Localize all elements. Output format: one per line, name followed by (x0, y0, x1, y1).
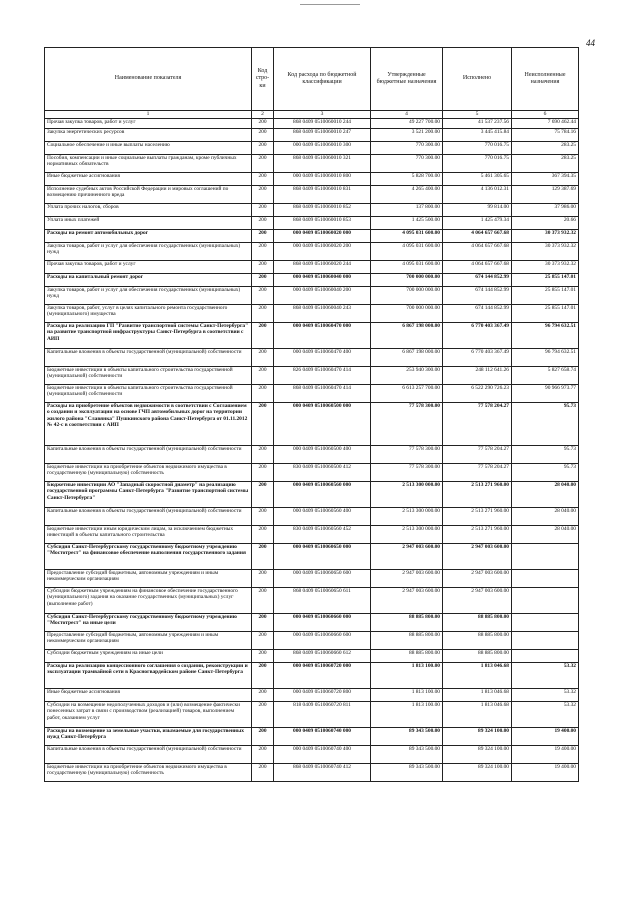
row-executed: 99 814.00 (443, 204, 512, 217)
row-unexecuted: 28 040.00 (512, 508, 579, 526)
row-line-code: 200 (252, 142, 274, 155)
row-executed: 6 770 403 367.49 (443, 323, 512, 349)
table-row (45, 446, 579, 464)
row-approved: 2 513 300 000.00 (371, 526, 443, 544)
table-row (45, 385, 579, 403)
row-line-code: 200 (252, 526, 274, 544)
row-line-code: 200 (252, 728, 274, 746)
row-executed: 674 144 852.99 (443, 274, 512, 287)
row-approved: 2 947 003 600.00 (371, 544, 443, 570)
row-approved: 700 000 000.00 (371, 274, 443, 287)
row-unexecuted: 28 040.00 (512, 526, 579, 544)
row-line-code: 200 (252, 274, 274, 287)
row-executed: 5 461 305.65 (443, 173, 512, 186)
table-row (45, 632, 579, 650)
row-approved: 88 885 800.00 (371, 632, 443, 650)
table-row (45, 508, 579, 526)
table-row (45, 663, 579, 689)
row-approved: 5 828 700.00 (371, 173, 443, 186)
row-name: Субсидии бюджетным учреждениям на иные цели (45, 650, 252, 663)
column-index: 5 (443, 111, 512, 119)
row-line-code: 200 (252, 119, 274, 129)
row-executed: 770 016.75 (443, 155, 512, 173)
row-line-code: 200 (252, 230, 274, 243)
row-unexecuted: 37 986.00 (512, 204, 579, 217)
row-executed: 41 537 237.56 (443, 119, 512, 129)
table-row (45, 155, 579, 173)
row-unexecuted: 25 855 147.01 (512, 287, 579, 305)
row-expense-code: 000 0409 0510060660 600 (274, 632, 371, 650)
row-unexecuted (512, 632, 579, 650)
row-expense-code: 868 0409 0510060020 244 (274, 261, 371, 274)
row-approved: 2 947 003 600.00 (371, 588, 443, 614)
header-approved: Утвержденные бюджетные назначения (371, 48, 443, 111)
row-unexecuted: 19 400.00 (512, 746, 579, 764)
table-row (45, 588, 579, 614)
row-name: Капитальные вложения в объекты государственной (муниципальной) собственности (45, 746, 252, 764)
row-approved: 1 813 100.00 (371, 702, 443, 728)
row-expense-code: 818 0409 0510060720 811 (274, 702, 371, 728)
row-line-code: 200 (252, 217, 274, 230)
row-approved: 89 343 500.00 (371, 746, 443, 764)
row-executed: 89 324 100.00 (443, 746, 512, 764)
row-expense-code: 868 0409 0510060740 412 (274, 764, 371, 782)
row-approved: 89 343 500.00 (371, 728, 443, 746)
table-row (45, 702, 579, 728)
row-name: Расходы на реализацию концессионного соглашения о создании, реконструкции и эксплуатации трамвайной сети в Красногвардейском районе Санкт-Петербурга (45, 663, 252, 689)
row-expense-code: 000 0409 0510060010 800 (274, 173, 371, 186)
row-unexecuted: 30 373 932.32 (512, 261, 579, 274)
row-approved: 6 613 257 700.00 (371, 385, 443, 403)
row-executed: 674 144 852.99 (443, 305, 512, 323)
table-row (45, 129, 579, 142)
row-expense-code: 000 0409 0510060740 000 (274, 728, 371, 746)
row-name: Субсидии на возмещение недополученных доходов и (или) возмещение фактически понесенных затрат в связи с производством (реализацией) товаров, выполнением работ, оказанием услуг (45, 702, 252, 728)
row-unexecuted: 129 387.69 (512, 186, 579, 204)
row-executed: 2 513 271 960.00 (443, 482, 512, 508)
row-executed: 88 885 800.00 (443, 614, 512, 632)
header-unexecuted: Неисполненные назначения (512, 48, 579, 111)
row-line-code: 200 (252, 663, 274, 689)
row-executed: 2 513 271 960.00 (443, 526, 512, 544)
row-expense-code: 000 0409 0510060660 000 (274, 614, 371, 632)
header-executed: Исполнено (443, 48, 512, 111)
row-approved: 77 578 300.00 (371, 464, 443, 482)
row-expense-code: 868 0409 0510060010 321 (274, 155, 371, 173)
row-approved: 253 940 300.00 (371, 367, 443, 385)
table-row (45, 305, 579, 323)
row-approved: 4 265 400.00 (371, 186, 443, 204)
row-expense-code: 000 0409 0510060720 800 (274, 689, 371, 702)
row-expense-code: 000 0409 0510060470 400 (274, 349, 371, 367)
row-name: Исполнение судебных актов Российской Федерации и мировых соглашений по возмещению причиненного вреда (45, 186, 252, 204)
scan-top-mark (300, 0, 360, 5)
row-expense-code: 830 0409 0510060500 412 (274, 464, 371, 482)
row-approved: 88 885 800.00 (371, 614, 443, 632)
row-line-code: 200 (252, 243, 274, 261)
table-row (45, 746, 579, 764)
row-line-code: 200 (252, 323, 274, 349)
table-row (45, 689, 579, 702)
row-name: Расходы на капитальный ремонт дорог (45, 274, 252, 287)
row-approved: 4 095 031 600.00 (371, 261, 443, 274)
row-name: Социальное обеспечение и иные выплаты населению (45, 142, 252, 155)
row-approved: 4 095 031 600.00 (371, 243, 443, 261)
row-expense-code: 868 0409 0510060660 612 (274, 650, 371, 663)
table-row (45, 570, 579, 588)
row-approved: 700 000 000.00 (371, 287, 443, 305)
row-line-code: 200 (252, 464, 274, 482)
row-line-code: 200 (252, 588, 274, 614)
table-row (45, 650, 579, 663)
row-line-code: 200 (252, 446, 274, 464)
row-line-code: 200 (252, 173, 274, 186)
row-name: Расходы на реализацию ГП "Развитие транспортной системы Санкт-Петербурга" на развитие транспортной инфраструктуры Санкт-Петербурга в соответствии с АИП (45, 323, 252, 349)
row-expense-code: 000 0409 0510060470 000 (274, 323, 371, 349)
table-row (45, 287, 579, 305)
row-executed: 770 016.75 (443, 142, 512, 155)
row-approved: 6 867 198 000.00 (371, 349, 443, 367)
row-unexecuted: 53.32 (512, 702, 579, 728)
row-expense-code: 000 0409 0510060020 200 (274, 243, 371, 261)
row-approved: 2 513 300 000.00 (371, 508, 443, 526)
table-row (45, 119, 579, 129)
table-row (45, 142, 579, 155)
row-line-code: 200 (252, 764, 274, 782)
row-line-code: 200 (252, 508, 274, 526)
row-approved: 2 947 003 600.00 (371, 570, 443, 588)
row-unexecuted: 53.32 (512, 689, 579, 702)
row-unexecuted: 20.66 (512, 217, 579, 230)
row-unexecuted (512, 614, 579, 632)
row-name: Прочая закупка товаров, работ и услуг (45, 119, 252, 129)
column-index: 1 (45, 111, 252, 119)
row-approved: 700 000 000.00 (371, 305, 443, 323)
row-executed: 674 144 852.99 (443, 287, 512, 305)
row-line-code: 200 (252, 367, 274, 385)
row-executed: 88 885 800.00 (443, 650, 512, 663)
row-line-code: 200 (252, 702, 274, 728)
row-expense-code: 000 0409 0510060560 000 (274, 482, 371, 508)
row-expense-code: 000 0409 0510060650 000 (274, 544, 371, 570)
row-name: Расходы на приобретение объектов недвижимости в соответствии с Соглашением о создании и эксплуатации на основе ГЧП автомобильных дорог на территории жилого района "Славянка" Пушкинского района Санкт-Петербурга от 01.11.2012 № 42-с в соответствии с АИП (45, 403, 252, 446)
table-row (45, 349, 579, 367)
row-unexecuted: 95.73 (512, 403, 579, 446)
row-name: Бюджетные инвестиции АО "Западный скоростной диаметр" на реализацию государственной программы Санкт-Петербурга "Развитие транспортной системы Санкт-Петербурга" (45, 482, 252, 508)
row-name: Субсидии бюджетным учреждениям на финансовое обеспечение государственного (муниципального) задания на оказание государственных (муниципальных) услуг (выполнение работ) (45, 588, 252, 614)
row-name: Закупка товаров, работ и услуг для обеспечения государственных (муниципальных) нужд (45, 243, 252, 261)
row-line-code: 200 (252, 349, 274, 367)
row-line-code: 200 (252, 129, 274, 142)
row-name: Бюджетные инвестиции на приобретение объектов недвижимого имущества в государственную (муниципальную) собственность (45, 764, 252, 782)
header-line-code: Код стро-ки (252, 48, 274, 111)
budget-execution-table (44, 47, 579, 782)
row-unexecuted: 25 855 147.01 (512, 305, 579, 323)
row-line-code: 200 (252, 186, 274, 204)
row-executed: 2 947 003 600.00 (443, 544, 512, 570)
row-unexecuted (512, 570, 579, 588)
table-body (45, 119, 579, 782)
row-approved: 770 300.00 (371, 142, 443, 155)
row-executed: 4 064 657 667.68 (443, 261, 512, 274)
column-index: 2 (252, 111, 274, 119)
table-row (45, 728, 579, 746)
table-row (45, 243, 579, 261)
row-line-code: 200 (252, 305, 274, 323)
row-executed: 88 885 800.00 (443, 632, 512, 650)
row-executed: 2 513 271 960.00 (443, 508, 512, 526)
row-unexecuted: 95.73 (512, 446, 579, 464)
row-executed: 2 947 003 600.00 (443, 570, 512, 588)
row-unexecuted: 5 827 658.74 (512, 367, 579, 385)
row-expense-code: 868 0409 0510060470 414 (274, 385, 371, 403)
row-name: Предоставление субсидий бюджетным, автономным учреждениям и иным некоммерческим организациям (45, 632, 252, 650)
row-line-code: 200 (252, 746, 274, 764)
row-unexecuted: 96 794 632.51 (512, 323, 579, 349)
row-expense-code: 000 0409 0510060720 000 (274, 663, 371, 689)
row-expense-code: 000 0409 0510060560 400 (274, 508, 371, 526)
table-row (45, 764, 579, 782)
row-name: Капитальные вложения в объекты государственной (муниципальной) собственности (45, 508, 252, 526)
table-row (45, 186, 579, 204)
row-executed: 89 324 100.00 (443, 728, 512, 746)
row-approved: 77 578 300.00 (371, 446, 443, 464)
table-row (45, 323, 579, 349)
row-executed: 4 064 657 667.68 (443, 243, 512, 261)
row-unexecuted: 30 373 932.32 (512, 243, 579, 261)
table-row (45, 526, 579, 544)
row-approved: 3 521 200.00 (371, 129, 443, 142)
row-executed: 4 136 012.31 (443, 186, 512, 204)
row-executed: 1 813 046.68 (443, 702, 512, 728)
row-expense-code: 000 0409 0510060040 200 (274, 287, 371, 305)
page-number: 44 (586, 38, 595, 48)
row-unexecuted: 96 794 632.51 (512, 349, 579, 367)
row-name: Бюджетные инвестиции на приобретение объектов недвижимого имущества в государственную (муниципальную) собственность (45, 464, 252, 482)
row-executed: 3 445 415.84 (443, 129, 512, 142)
row-name: Закупка товаров, работ, услуг в целях капитального ремонта государственного (муниципального) имущества (45, 305, 252, 323)
row-line-code: 200 (252, 689, 274, 702)
row-unexecuted: 19 400.00 (512, 764, 579, 782)
row-line-code: 200 (252, 650, 274, 663)
row-approved: 4 095 031 600.00 (371, 230, 443, 243)
row-approved: 77 578 300.00 (371, 403, 443, 446)
row-unexecuted: 95.73 (512, 464, 579, 482)
table-row (45, 230, 579, 243)
row-name: Закупка энергетических ресурсов (45, 129, 252, 142)
row-unexecuted: 28 040.00 (512, 482, 579, 508)
row-approved: 1 425 500.00 (371, 217, 443, 230)
table-row (45, 173, 579, 186)
row-line-code: 200 (252, 632, 274, 650)
row-approved: 770 300.00 (371, 155, 443, 173)
table-row (45, 274, 579, 287)
row-name: Уплата прочих налогов, сборов (45, 204, 252, 217)
row-approved: 1 813 100.00 (371, 689, 443, 702)
row-line-code: 200 (252, 204, 274, 217)
row-executed: 2 947 003 600.00 (443, 588, 512, 614)
row-executed: 77 578 204.27 (443, 464, 512, 482)
header-row (45, 48, 579, 111)
row-executed: 77 578 204.27 (443, 446, 512, 464)
row-name: Пособия, компенсации и иные социальные выплаты гражданам, кроме публичных нормативных обязательств (45, 155, 252, 173)
row-executed: 1 813 046.68 (443, 663, 512, 689)
row-unexecuted (512, 544, 579, 570)
row-name: Бюджетные инвестиции в объекты капитального строительства государственной (муниципальной) собственности (45, 385, 252, 403)
column-index: 4 (371, 111, 443, 119)
row-line-code: 200 (252, 385, 274, 403)
row-unexecuted: 53.32 (512, 663, 579, 689)
row-expense-code: 868 0409 0510060040 243 (274, 305, 371, 323)
column-index: 6 (512, 111, 579, 119)
column-index-row (45, 111, 579, 119)
row-expense-code: 000 0409 0510060740 400 (274, 746, 371, 764)
row-unexecuted: 7 690 462.44 (512, 119, 579, 129)
row-expense-code: 868 0409 0510060010 831 (274, 186, 371, 204)
table-row (45, 261, 579, 274)
row-name: Капитальные вложения в объекты государственной (муниципальной) собственности (45, 446, 252, 464)
row-unexecuted: 283.25 (512, 155, 579, 173)
row-expense-code: 830 0409 0510060560 452 (274, 526, 371, 544)
row-name: Прочая закупка товаров, работ и услуг (45, 261, 252, 274)
row-unexecuted: 367 394.35 (512, 173, 579, 186)
row-expense-code: 000 0409 0510060040 000 (274, 274, 371, 287)
table-row (45, 367, 579, 385)
row-line-code: 200 (252, 614, 274, 632)
row-name: Предоставление субсидий бюджетным, автономным учреждениям и иным некоммерческим организациям (45, 570, 252, 588)
table-row (45, 544, 579, 570)
table-row (45, 464, 579, 482)
row-name: Иные бюджетные ассигнования (45, 173, 252, 186)
column-index: 3 (274, 111, 371, 119)
row-name: Бюджетные инвестиции иным юридическим лицам, за исключением бюджетных инвестиций в объекты капитального строительства (45, 526, 252, 544)
table-row (45, 217, 579, 230)
row-line-code: 200 (252, 544, 274, 570)
row-unexecuted: 30 373 932.32 (512, 230, 579, 243)
row-name: Закупка товаров, работ и услуг для обеспечения государственных (муниципальных) нужд (45, 287, 252, 305)
row-name: Расходы на возмещение за земельные участки, изымаемые для государственных нужд Санкт-Петербурга (45, 728, 252, 746)
row-name: Субсидия Санкт-Петербургскому государственному бюджетному учреждению "Мостотрест" на финансовое обеспечение выполнения государственного задания (45, 544, 252, 570)
row-name: Субсидия Санкт-Петербургскому государственному бюджетному учреждению "Мостотрест" на иные цели (45, 614, 252, 632)
row-approved: 2 513 300 000.00 (371, 482, 443, 508)
row-expense-code: 868 0409 0510060010 852 (274, 204, 371, 217)
row-line-code: 200 (252, 261, 274, 274)
row-executed: 77 578 204.27 (443, 403, 512, 446)
row-executed: 4 064 657 667.68 (443, 230, 512, 243)
row-name: Иные бюджетные ассигнования (45, 689, 252, 702)
row-unexecuted: 75 784.16 (512, 129, 579, 142)
row-unexecuted (512, 650, 579, 663)
row-line-code: 200 (252, 403, 274, 446)
row-executed: 1 425 479.34 (443, 217, 512, 230)
table-row (45, 204, 579, 217)
row-approved: 6 867 198 000.00 (371, 323, 443, 349)
row-expense-code: 868 0409 0510060010 247 (274, 129, 371, 142)
row-executed: 6 770 403 367.49 (443, 349, 512, 367)
header-indicator-name: Наименование показателя (45, 48, 252, 111)
table-row (45, 403, 579, 446)
row-expense-code: 000 0409 0510060010 300 (274, 142, 371, 155)
row-unexecuted: 90 966 973.77 (512, 385, 579, 403)
row-approved: 49 227 700.00 (371, 119, 443, 129)
row-line-code: 200 (252, 287, 274, 305)
row-expense-code: 868 0409 0510060650 611 (274, 588, 371, 614)
row-name: Бюджетные инвестиции в объекты капитального строительства государственной (муниципальной) собственности (45, 367, 252, 385)
row-line-code: 200 (252, 570, 274, 588)
row-approved: 137 800.00 (371, 204, 443, 217)
row-executed: 248 112 641.26 (443, 367, 512, 385)
table-row (45, 614, 579, 632)
row-expense-code: 868 0409 0510060010 853 (274, 217, 371, 230)
header-expense-code: Код расхода по бюджетной классификации (274, 48, 371, 111)
row-unexecuted: 19 400.00 (512, 728, 579, 746)
table-row (45, 482, 579, 508)
row-expense-code: 826 0409 0510060470 414 (274, 367, 371, 385)
row-unexecuted (512, 588, 579, 614)
row-line-code: 200 (252, 155, 274, 173)
row-executed: 89 324 100.00 (443, 764, 512, 782)
row-approved: 1 813 100.00 (371, 663, 443, 689)
row-expense-code: 868 0409 0510060010 244 (274, 119, 371, 129)
row-name: Уплата иных платежей (45, 217, 252, 230)
row-expense-code: 000 0409 0510060020 000 (274, 230, 371, 243)
row-name: Капитальные вложения в объекты государственной (муниципальной) собственности (45, 349, 252, 367)
row-name: Расходы на ремонт автомобильных дорог (45, 230, 252, 243)
row-executed: 6 522 290 726.23 (443, 385, 512, 403)
row-unexecuted: 25 855 147.01 (512, 274, 579, 287)
row-approved: 88 885 800.00 (371, 650, 443, 663)
row-expense-code: 000 0409 0510060650 600 (274, 570, 371, 588)
row-executed: 1 813 046.68 (443, 689, 512, 702)
row-approved: 89 343 500.00 (371, 764, 443, 782)
row-expense-code: 000 0409 0510060500 400 (274, 446, 371, 464)
row-unexecuted: 283.25 (512, 142, 579, 155)
row-expense-code: 000 0409 0510060500 000 (274, 403, 371, 446)
row-line-code: 200 (252, 482, 274, 508)
